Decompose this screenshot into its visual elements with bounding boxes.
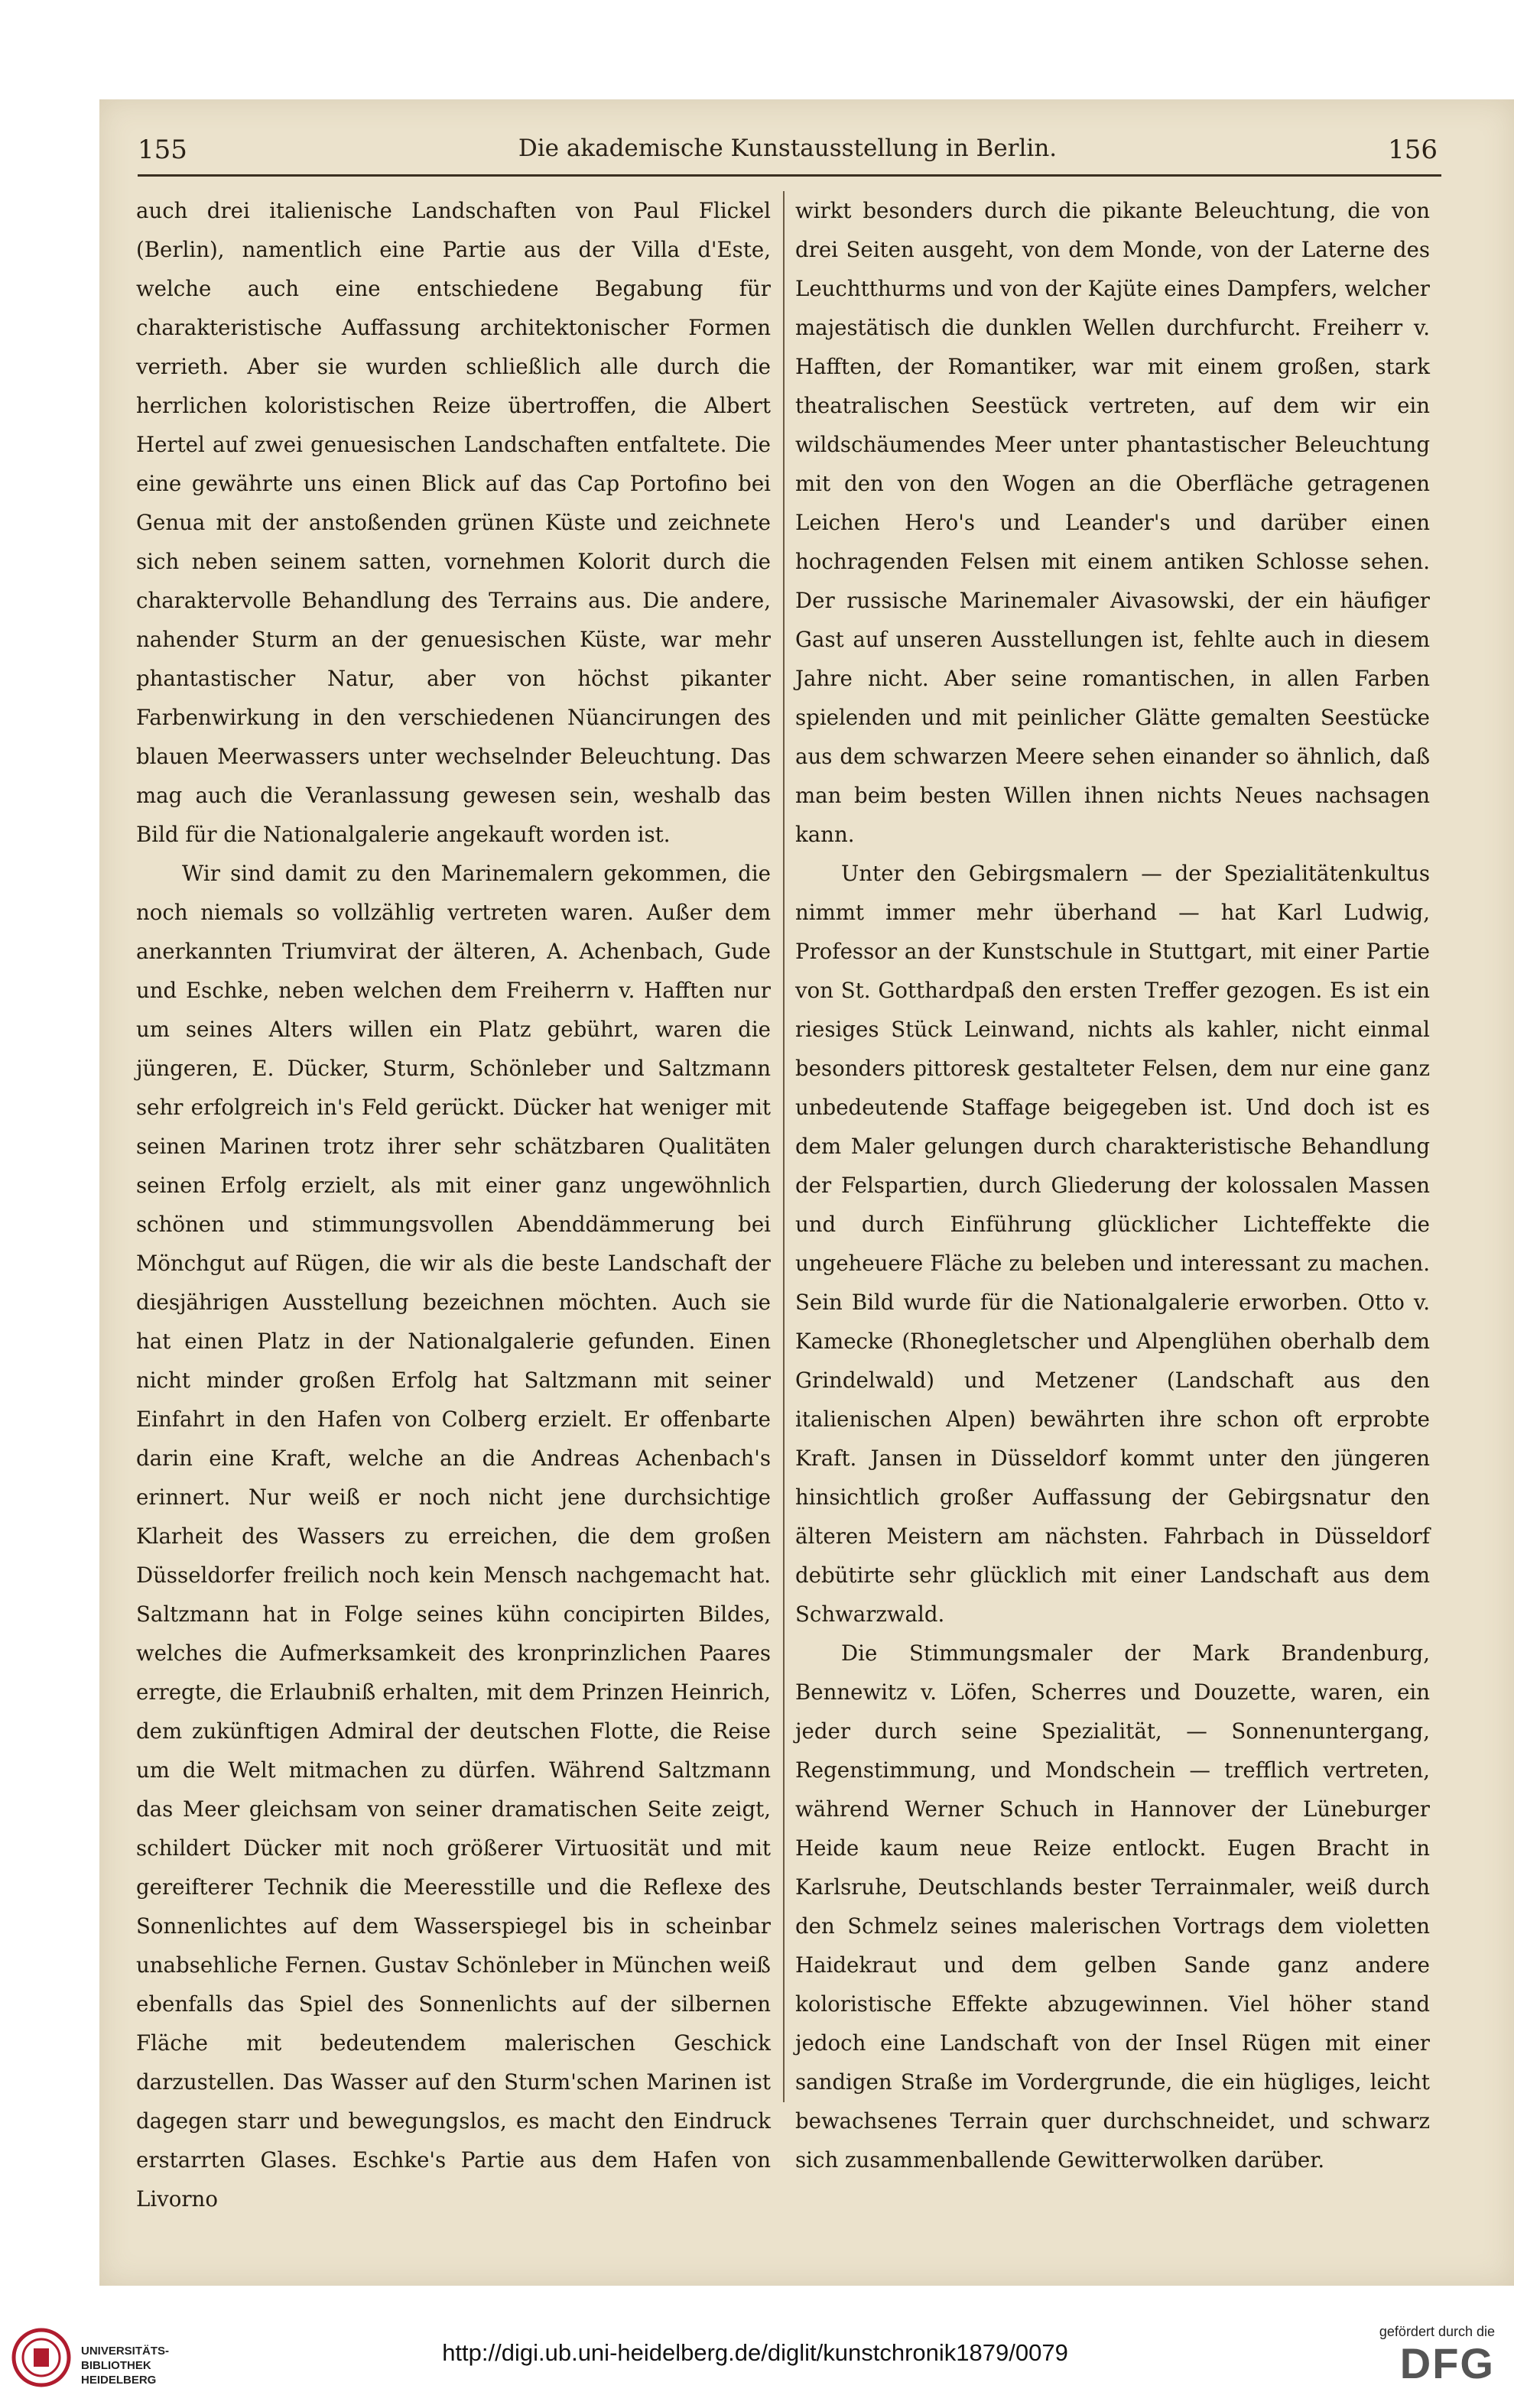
paragraph: Die Stimmungsmaler der Mark Brandenburg, Bennewitz v. Löfen, Scherres und Douzette, waren, ein jeder durch seine Spezialität, — Sonnenuntergang, Regenstimmung, und Mondschein — trefflich vertreten, während Werner Schuch in Hannover der Lüneburger Heide kaum neue Reize entlockt. Eugen Bracht in Karlsruhe, Deutschlands bester Terrainmaler, weiß durch den Schmelz seines malerischen Vortrags dem violetten Haidekraut und dem gelben Sande ganz andere koloristische Effekte abzugewinnen. Viel höher stand jedoch eine Landschaft von der Insel Rügen mit einer sandigen Straße im Vordergrunde, die ein hügliges, leicht bewachsenes Terrain quer durchschneidet, und schwarz sich zusammenballende Gewitterwolken darüber. <box>795 1640 1430 2173</box>
paragraph: Wir sind damit zu den Marinemalern gekommen, die noch niemals so vollzählig vertreten waren. Außer dem anerkannten Triumvirat der älteren, A. Achenbach, Gude und Eschke, neben welchen dem Freiherrn v. Hafften nur um seines Alters willen ein Platz gebührt, waren die jüngeren, E. Dücker, Sturm, Schönleber und Saltzmann sehr erfolgreich in's Feld gerückt. Dücker hat weniger mit seinen Marinen trotz ihrer sehr schätzbaren Qualitäten seinen Erfolg erzielt, als mit einer ganz ungewöhnlich schönen und stimmungsvollen Abenddämmerung bei Mönchgut auf Rügen, die wir als die beste Landschaft der diesjährigen Ausstellung bezeichnen möchten. Auch sie hat einen Platz in der Nationalgalerie gefunden. Einen nicht minder großen Erfolg hat Saltzmann mit seiner Einfahrt in den Hafen von Colberg erzielt. Er offenbarte darin eine Kraft, welche an die Andreas Achenbach's erinnert. Nur weiß er noch nicht jene durchsichtige Klarheit des Wassers zu erreichen, die dem großen Düsseldorfer freilich noch kein Mensch nachgemacht hat. Saltzmann hat in Folge seines kühn concipirten Bildes, welches die Aufmerksamkeit des kronprinzlichen Paares erregte, die Erlaubniß erhalten, mit dem Prinzen Heinrich, dem zukünftigen Admiral der deutschen Flotte, die Reise um die Welt mitmachen zu dürfen. Während Saltzmann das Meer gleichsam von seiner dramatischen Seite zeigt, schildert Dücker mit noch größerer Virtuosität und mit gereifterer Technik die Meeresstille und die Reflexe des Sonnenlichtes auf dem Wasserspiegel bis in scheinbar unabsehliche Fernen. Gustav Schönleber in München weiß ebenfalls das Spiel des Sonnenlichts auf der silbernen Fläche mit bedeutendem malerischen Geschick darzustellen. Das Wasser auf den Sturm'schen Marinen ist dagegen starr und bewegungslos, es macht den Eindruck erstarrten Glases. Eschke's Partie aus dem Hafen von Livorno <box>136 861 771 2212</box>
library-name-line: UNIVERSITÄTS- <box>81 2345 170 2358</box>
digitization-footer <box>0 2309 1510 2408</box>
library-name-line: HEIDELBERG <box>81 2374 157 2387</box>
running-title: Die akademische Kunstausstellung in Berlin. <box>518 135 1058 162</box>
dfg-logo: DFG <box>1399 2339 1495 2387</box>
permalink-url[interactable]: http://digi.ub.uni-heidelberg.de/diglit/kunstchronik1879/0079 <box>442 2339 1068 2366</box>
text-column-right <box>795 191 1430 2173</box>
page-number-right: 156 <box>1388 135 1438 165</box>
paragraph: auch drei italienische Landschaften von Paul Flickel (Berlin), namentlich eine Partie aus der Villa d'Este, welche auch eine entschiedene Begabung für charakteristische Auffassung architektonischer Formen verrieth. Aber sie wurden schließlich alle durch die herrlichen koloristischen Reize übertroffen, die Albert Hertel auf zwei genuesischen Landschaften entfaltete. Die eine gewährte uns einen Blick auf das Cap Portofino bei Genua mit der anstoßenden grünen Küste und zeichnete sich neben seinem satten, vornehmen Kolorit durch die charaktervolle Behandlung des Terrains aus. Die andere, nahender Sturm an der genuesischen Küste, war mehr phantastischer Natur, aber von höchst pikanter Farbenwirkung in den verschiedenen Nüancirungen des blauen Meerwassers unter wechselnder Beleuchtung. Das mag auch die Veranlassung gewesen sein, weshalb das Bild für die Nationalgalerie angekauft worden ist. <box>136 198 771 847</box>
text-column-left <box>136 191 771 2212</box>
paragraph: wirkt besonders durch die pikante Beleuchtung, die von drei Seiten ausgeht, von dem Monde, von der Laterne des Leuchtthurms und von der Kajüte eines Dampfers, welcher majestätisch die dunklen Wellen durchfurcht. Freiherr v. Hafften, der Romantiker, war mit einem großen, stark theatralischen Seestück vertreten, auf dem wir ein wildschäumendes Meer unter phantastischer Beleuchtung mit den von den Wogen an die Oberfläche getragenen Leichen Hero's und Leander's und darüber einen hochragenden Felsen mit einem antiken Schlosse sehen. Der russische Marinemaler Aivasowski, der ein häufiger Gast auf unseren Ausstellungen ist, fehlte auch in diesem Jahre nicht. Aber seine romantischen, in allen Farben spielenden und mit peinlicher Glätte gemalten Seestücke aus dem schwarzen Meere sehen einander so ähnlich, daß man beim besten Willen ihnen nichts Neues nachsagen kann. <box>795 198 1430 847</box>
paragraph: Unter den Gebirgsmalern — der Spezialitätenkultus nimmt immer mehr überhand — hat Karl Ludwig, Professor an der Kunstschule in Stuttgart, mit einer Partie von St. Gotthardpaß den ersten Treffer gezogen. Es ist ein riesiges Stück Leinwand, nichts als kahler, nicht einmal besonders pittoresk gestalteter Felsen, dem nur eine ganz unbedeutende Staffage beigegeben ist. Und doch ist es dem Maler gelungen durch charakteristische Behandlung der Felspartien, durch Gliederung der kolossalen Massen und durch Einführung glücklicher Lichteffekte die ungeheuere Fläche zu beleben und interessant zu machen. Sein Bild wurde für die Nationalgalerie erworben. Otto v. Kamecke (Rhonegletscher und Alpenglühen oberhalb dem Grindelwald) und Metzener (Landschaft aus den italienischen Alpen) bewährten ihre schon oft erprobte Kraft. Jansen in Düsseldorf kommt unter den jüngeren hinsichtlich großer Auffassung der Gebirgsnatur den älteren Meistern am nächsten. Fahrbach in Düsseldorf debütirte sehr glücklich mit einer Landschaft aus dem Schwarzwald. <box>795 861 1430 1627</box>
page-header <box>138 130 1438 176</box>
library-name-line: BIBLIOTHEK <box>81 2359 151 2372</box>
funding-notice[interactable] <box>1327 2324 1495 2400</box>
header-rule <box>138 174 1441 177</box>
funding-caption: gefördert durch die <box>1379 2324 1495 2339</box>
page-number-left: 155 <box>138 135 187 165</box>
column-divider <box>783 191 785 2102</box>
